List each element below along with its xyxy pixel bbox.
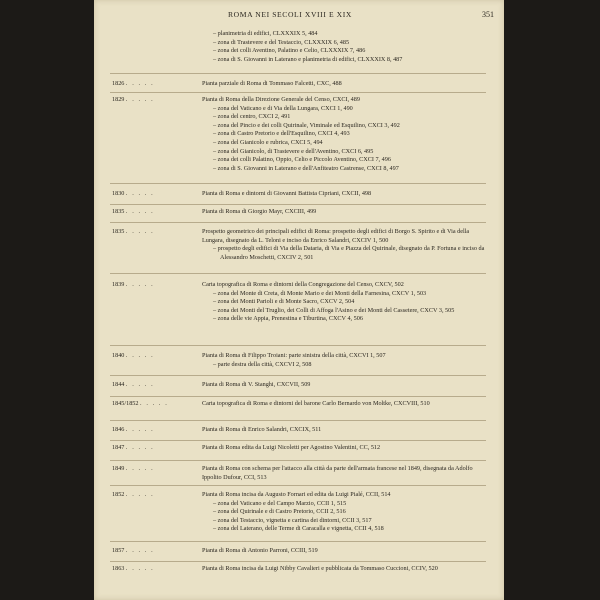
subitem-text: parte destra della città, CXCVI 2, 508 bbox=[217, 360, 312, 368]
entry-body bbox=[202, 96, 488, 173]
entry-separator bbox=[110, 375, 486, 376]
dash-glyph: – bbox=[213, 516, 218, 524]
entry-title: Pianta di Roma incisa da Luigi Nibby Cavalieri e pubblicata da Tommaso Cuccioni, CCIV, 520 bbox=[202, 565, 438, 572]
entry-title: Pianta di Roma con schema per l'attacco alla città da parte dell'armata francese nel 1849, disegnata da Adolfo Ippolito Dufour, CCI, 513 bbox=[202, 465, 473, 481]
entry-year bbox=[112, 565, 154, 572]
entry-subitem bbox=[202, 56, 488, 65]
book-page bbox=[94, 0, 504, 600]
entry-body bbox=[202, 426, 488, 435]
dash-glyph: – bbox=[213, 55, 218, 63]
entry-year bbox=[112, 228, 154, 235]
entry-body bbox=[202, 208, 488, 217]
subitem-text: zona del centro, CXCI 2, 491 bbox=[217, 113, 291, 121]
subitem-text: zona del Quirinale e di Castro Pretorio, CCII 2, 516 bbox=[217, 508, 346, 516]
subitem-text: zona del Testaccio, vignetta e cartina dei dintorni, CCII 3, 517 bbox=[217, 516, 372, 524]
entry-subitem bbox=[202, 122, 488, 131]
entry-separator bbox=[110, 222, 486, 223]
subitem-text: planimetria di edifici, CLXXXIX 5, 484 bbox=[217, 30, 318, 37]
leader-dots: . . . . . bbox=[125, 547, 155, 554]
subitem-text: zona del Vaticano e del Campo Marzio, CCII 1, 515 bbox=[217, 499, 347, 507]
year-label: 1829 bbox=[112, 96, 125, 103]
dash-glyph: – bbox=[213, 130, 218, 138]
dash-glyph: – bbox=[213, 104, 218, 112]
year-label: 1852 bbox=[112, 491, 125, 498]
entry-separator bbox=[110, 345, 486, 346]
dash-glyph: – bbox=[213, 306, 218, 314]
subitem-text: zona del Vaticano e di Via della Lungara, CXCI 1, 490 bbox=[217, 104, 353, 112]
entry-subitem bbox=[202, 298, 488, 307]
leader-dots: . . . . . bbox=[125, 565, 155, 572]
subitem-text: zona delle vie Appia, Prenestina e Tiburtina, CXCV 4, 506 bbox=[217, 315, 363, 323]
entry-year bbox=[112, 96, 154, 103]
subitem-text: zona del Gianicolo e rubrica, CXCI 5, 494 bbox=[217, 138, 323, 146]
leader-dots: . . . . . bbox=[125, 228, 155, 235]
year-label: 1849 bbox=[112, 465, 125, 472]
entry-separator bbox=[110, 541, 486, 542]
year-label: 1830 bbox=[112, 190, 125, 197]
entry-year bbox=[112, 400, 168, 407]
leader-dots: . . . . . bbox=[125, 352, 155, 359]
leader-dots: . . . . . bbox=[125, 281, 155, 288]
dash-glyph: – bbox=[213, 360, 218, 368]
subitem-text: zona di Trastevere e del Testaccio, CLXXXIX 6, 485 bbox=[217, 38, 350, 46]
running-title: ROMA NEI SECOLI XVIII E XIX bbox=[228, 10, 352, 19]
leader-dots: . . . . . bbox=[125, 381, 155, 388]
entry-year bbox=[112, 352, 154, 359]
entry-body bbox=[202, 400, 488, 409]
entry-body bbox=[202, 444, 488, 453]
entry-title: Pianta di Roma della Direzione Generale del Censo, CXCI, 489 bbox=[202, 96, 360, 103]
entry-subitem bbox=[202, 165, 488, 174]
leader-dots: . . . . . bbox=[125, 208, 155, 215]
dash-glyph: – bbox=[213, 315, 218, 323]
entry-subitem bbox=[202, 508, 488, 517]
entry-subitem bbox=[202, 47, 488, 56]
year-label: 1840 bbox=[112, 352, 125, 359]
entry-subitem bbox=[202, 139, 488, 148]
entry-year bbox=[112, 547, 154, 554]
dash-glyph: – bbox=[213, 298, 218, 306]
entry-subitem bbox=[202, 361, 488, 370]
dash-glyph: – bbox=[213, 164, 218, 172]
year-label: 1846 bbox=[112, 426, 125, 433]
entry-subitem bbox=[202, 525, 488, 534]
subitem-text: zona del Laterano, delle Terme di Caracalla e vignetta, CCII 4, 518 bbox=[217, 525, 384, 533]
leader-dots: . . . . . bbox=[125, 96, 155, 103]
entry-separator bbox=[110, 273, 486, 274]
year-label: 1844 bbox=[112, 381, 125, 388]
entry-subitem bbox=[202, 156, 488, 165]
subitem-text: prospetto degli edifici di Via della Dataria, di Via e Piazza del Quirinale, disegnato da P. Fortuna e inciso da Alessandro Moschetti, CXCIV 2, 501 bbox=[217, 245, 485, 261]
entry-title: Pianta di Roma di Filippo Troiani: parte sinistra della città, CXCVI 1, 507 bbox=[202, 352, 386, 359]
year-label: 1847 bbox=[112, 444, 125, 451]
entry-year bbox=[112, 80, 154, 87]
entry-title: Pianta di Roma e dintorni di Giovanni Battista Cipriani, CXCII, 498 bbox=[202, 190, 372, 197]
entry-title: Pianta di Roma di Antonio Parroni, CCIII, 519 bbox=[202, 547, 318, 554]
entry-year bbox=[112, 281, 154, 288]
entry-title: Carta topografica di Roma e dintorni della Congregazione del Censo, CXCV, 502 bbox=[202, 281, 404, 288]
entry-separator bbox=[110, 460, 486, 461]
entry-year bbox=[112, 444, 154, 451]
entry-separator bbox=[110, 73, 486, 74]
entry-subitem bbox=[202, 517, 488, 526]
dash-glyph: – bbox=[213, 121, 218, 129]
dash-glyph: – bbox=[213, 30, 218, 37]
leader-dots: . . . . . bbox=[125, 465, 155, 472]
entry-subitem bbox=[202, 148, 488, 157]
year-label: 1826 bbox=[112, 80, 125, 87]
dash-glyph: – bbox=[213, 245, 218, 253]
dash-glyph: – bbox=[213, 38, 218, 46]
entry-body bbox=[202, 228, 488, 262]
dash-glyph: – bbox=[213, 113, 218, 121]
leader-dots: . . . . . bbox=[125, 80, 155, 87]
year-label: 1839 bbox=[112, 281, 125, 288]
entry-body bbox=[202, 281, 488, 324]
page-number: 351 bbox=[482, 10, 494, 19]
running-header bbox=[94, 10, 504, 24]
entry-separator bbox=[110, 420, 486, 421]
entry-subitem bbox=[202, 39, 488, 48]
entry-separator bbox=[110, 204, 486, 205]
entry-subitem bbox=[202, 315, 488, 324]
dash-glyph: – bbox=[213, 499, 218, 507]
entry-subitem bbox=[202, 500, 488, 509]
entry-title: Carta topografica di Roma e dintorni del barone Carlo Bernardo von Moltke, CXCVIII, 510 bbox=[202, 400, 430, 407]
subitem-text: zona del Monte di Creta, di Monte Mario e dei Monti della Farnesina, CXCV 1, 503 bbox=[217, 289, 427, 297]
entry-year bbox=[112, 381, 154, 388]
entry-subitem bbox=[202, 30, 488, 39]
subitem-text: zona dei colli Palatino, Oppio, Celio e Piccolo Aventino, CXCI 7, 496 bbox=[217, 156, 391, 164]
year-label: 1845/1852 bbox=[112, 400, 139, 407]
subitem-text: zona del Pincio e dei colli Quirinale, Viminale ed Esquilino, CXCI 3, 492 bbox=[217, 121, 400, 129]
entry-body bbox=[202, 381, 488, 390]
entry-title: Pianta di Roma di V. Stanghi, CXCVII, 509 bbox=[202, 381, 311, 388]
entry-year bbox=[112, 208, 154, 215]
subitem-text: zona dei Monti del Truglio, dei Colli di Affoga l'Asino e dei Monti del Cassetere, CXCV 3, 505 bbox=[217, 306, 455, 314]
entry-title: Prospetto geometrico dei principali edifici di Roma: prospetto degli edifici di Borgo S. Spirito e di Via della Lungara, disegnato da L. Teloni e inciso da Enrico Salandri, CXCIV 1, 500 bbox=[202, 228, 470, 244]
year-label: 1863 bbox=[112, 565, 125, 572]
entry-separator bbox=[110, 485, 486, 486]
subitem-text: zona di S. Giovanni in Laterano e planimetria di edifici, CLXXXIX 8, 487 bbox=[217, 55, 403, 63]
entry-body bbox=[202, 30, 488, 64]
leader-dots: . . . . . bbox=[125, 491, 155, 498]
entry-subitem bbox=[202, 105, 488, 114]
leader-dots: . . . . . bbox=[125, 190, 155, 197]
entry-separator bbox=[110, 92, 486, 93]
entry-body bbox=[202, 80, 488, 89]
subitem-text: zona del Gianicolo, di Trastevere e dell'Aventino, CXCI 6, 495 bbox=[217, 147, 374, 155]
subitem-text: zona dei Monti Parioli e di Monte Sacro, CXCV 2, 504 bbox=[217, 298, 355, 306]
entry-subitem bbox=[202, 290, 488, 299]
entry-separator bbox=[110, 183, 486, 184]
dash-glyph: – bbox=[213, 147, 218, 155]
subitem-text: zona di S. Giovanni in Laterano e dell'Anfiteatro Castrense, CXCI 8, 497 bbox=[217, 164, 399, 172]
entry-year bbox=[112, 426, 154, 433]
entry-year bbox=[112, 491, 154, 498]
entry-year bbox=[112, 190, 154, 197]
leader-dots: . . . . . bbox=[140, 400, 169, 407]
entry-subitem bbox=[202, 307, 488, 316]
entry-body bbox=[202, 565, 488, 574]
entry-body bbox=[202, 352, 488, 369]
year-label: 1857 bbox=[112, 547, 125, 554]
year-label: 1835 bbox=[112, 228, 125, 235]
year-label: 1835 bbox=[112, 208, 125, 215]
subitem-text: zona di Castro Pretorio e dell'Esquilino, CXCI 4, 493 bbox=[217, 130, 350, 138]
entry-body bbox=[202, 547, 488, 556]
dash-glyph: – bbox=[213, 138, 218, 146]
entry-title: Pianta parziale di Roma di Tommaso Falcetti, CXC, 488 bbox=[202, 80, 342, 87]
entry-body bbox=[202, 465, 488, 482]
entry-title: Pianta di Roma di Enrico Salandri, CXCIX, 511 bbox=[202, 426, 322, 433]
entry-separator bbox=[110, 440, 486, 441]
entry-year bbox=[112, 465, 154, 472]
subitem-text: zona dei colli Aventino, Palatino e Celio, CLXXXIX 7, 486 bbox=[217, 47, 366, 55]
dash-glyph: – bbox=[213, 47, 218, 55]
leader-dots: . . . . . bbox=[125, 444, 155, 451]
entry-subitem bbox=[202, 130, 488, 139]
dash-glyph: – bbox=[213, 508, 218, 516]
entry-title: Pianta di Roma edita da Luigi Nicoletti per Agostino Valentini, CC, 512 bbox=[202, 444, 381, 451]
dash-glyph: – bbox=[213, 289, 218, 297]
entry-subitem bbox=[202, 245, 488, 262]
entry-body bbox=[202, 491, 488, 534]
entry-title: Pianta di Roma di Giorgio Mayr, CXCIII, 499 bbox=[202, 208, 317, 215]
dash-glyph: – bbox=[213, 156, 218, 164]
dash-glyph: – bbox=[213, 525, 218, 533]
leader-dots: . . . . . bbox=[125, 426, 155, 433]
entry-subitem bbox=[202, 113, 488, 122]
entry-separator bbox=[110, 561, 486, 562]
entry-separator bbox=[110, 396, 486, 397]
entry-body bbox=[202, 190, 488, 199]
entry-title: Pianta di Roma incisa da Augusto Fornari ed edita da Luigi Pialé, CCII, 514 bbox=[202, 491, 391, 498]
